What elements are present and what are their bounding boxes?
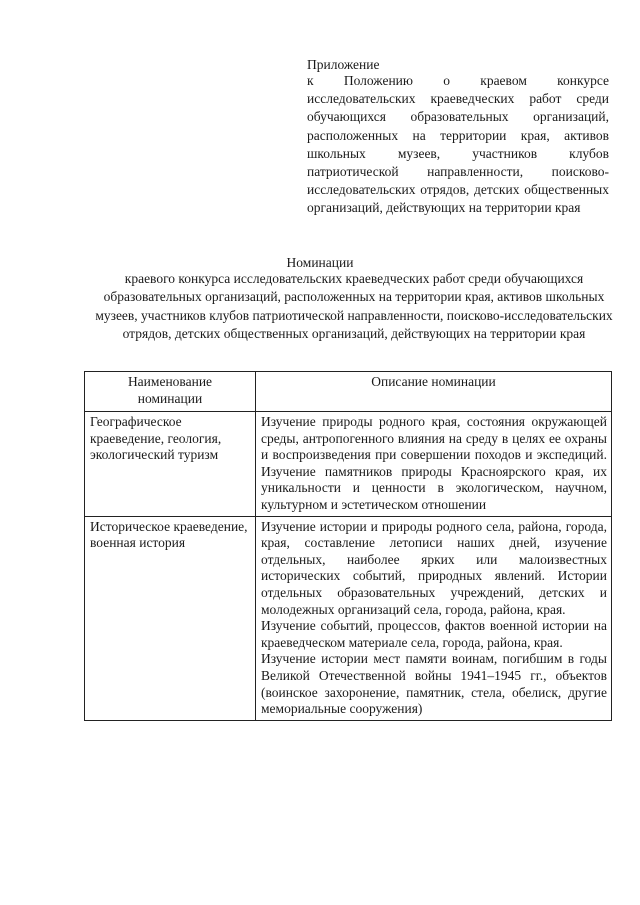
table-header-row xyxy=(85,372,612,412)
nomination-name-cell: Географическое краеведение, геология, экологический туризм xyxy=(85,412,256,517)
nomination-description-cell xyxy=(256,412,612,517)
description-paragraph: Изучение событий, процессов, фактов военной истории на краеведческом материале села, города, района, края. xyxy=(261,618,607,650)
nominations-table xyxy=(84,371,612,721)
table-row xyxy=(85,516,612,720)
header-nomination-name: Наименование номинации xyxy=(85,372,256,412)
description-paragraph: Изучение истории и природы родного села, района, города, края, составление летописи наших дней, изучение отдельных, наиболее ярких или малоизвестных исторических событий, природных явлений. Истории отдельных образовательных учреждений, детских и молодежных организаций села, города, района, края. xyxy=(261,518,607,617)
header-nomination-description: Описание номинации xyxy=(256,372,612,412)
appendix-title: Приложение xyxy=(307,57,380,72)
table-row xyxy=(85,412,612,517)
section-heading: Номинации xyxy=(286,255,354,270)
appendix-body: к Положению о краевом конкурсе исследовательских краеведческих работ среди обучающихся образовательных организаций, расположенных на территории края, активов школьных музеев, участников клубов патриотической направленности, поисково-исследовательских отрядов, детских общественных организаций, действующих на территории края xyxy=(307,73,609,216)
section-subtitle: краевого конкурса исследовательских краеведческих работ среди обучающихся образовательных организаций, расположенных на территории края, активов школьных музеев, участников клубов патриотической направленности, поисково-исследовательских отрядов, детских общественных организаций, действующих на территории края xyxy=(95,271,613,342)
description-paragraph: Изучение природы родного края, состояния окружающей среды, антропогенного влияния на среду в целях ее охраны и воспроизведения при совершении походов и экспедиций. Изучение памятников природы Красноярского края, их уникальности и ценности в экологическом, научном, культурном и эстетическом отношении xyxy=(261,414,607,512)
nomination-description-cell xyxy=(256,516,612,720)
nomination-name-cell: Историческое краеведение, военная история xyxy=(85,516,256,720)
description-paragraph: Изучение истории мест памяти воинам, погибшим в годы Великой Отечественной войны 1941–1945 гг., объектов (воинское захоронение, памятник, стела, обелиск, другие мемориальные сооружения) xyxy=(261,651,607,717)
